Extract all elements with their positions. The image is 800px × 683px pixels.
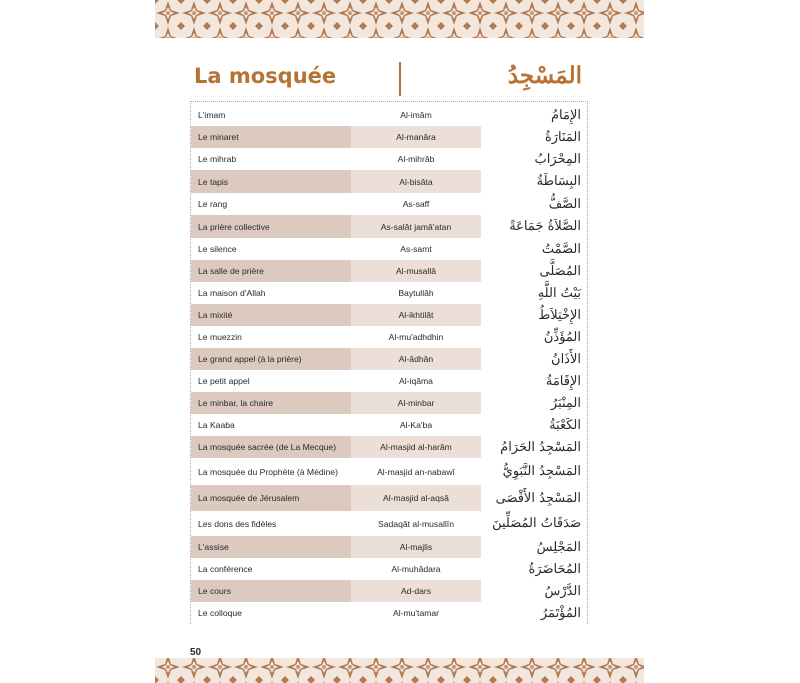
arabic-term: المِنْبَرُ <box>481 392 587 414</box>
arabic-term: المُؤَذِّنُ <box>543 329 581 345</box>
table-row <box>191 104 587 126</box>
transliteration: Al-masjid an-nabawî <box>377 466 455 477</box>
geometric-pattern-bottom <box>155 658 644 683</box>
arabic-term: المَسْجِدُ الحَرَامُ <box>481 436 587 458</box>
french-term: La maison d'Allah <box>198 288 266 298</box>
transliteration: Baytullâh <box>398 288 434 298</box>
page-title-french: La mosquée <box>194 64 337 88</box>
table-row <box>191 414 587 436</box>
arabic-term: الصَّلاَةُ جَمَاعَةً <box>481 215 587 238</box>
table-row <box>191 458 587 485</box>
table-row <box>191 238 587 260</box>
transliteration: Al-mu'tamar <box>392 608 440 618</box>
french-term: Le rang <box>198 199 228 209</box>
table-row <box>191 580 587 602</box>
transliteration: As-samt <box>400 244 432 254</box>
transliteration: Al-muhâdara <box>391 564 441 574</box>
table-row <box>191 558 587 580</box>
french-term: La conférence <box>198 564 253 574</box>
page-number: 50 <box>190 647 202 658</box>
arabic-term: صَدَقَاتُ المُصَلِّينَ <box>492 516 581 531</box>
transliteration: Al-âdhân <box>351 348 481 370</box>
arabic-term: المِحْرَابُ <box>534 151 581 167</box>
arabic-term: البِسَاطَةُ <box>481 170 587 193</box>
french-term: La Kaaba <box>198 420 235 430</box>
transliteration: Al-majlis <box>351 536 481 558</box>
transliteration: Al-bisâta <box>351 170 481 193</box>
table-row <box>191 304 587 326</box>
table-row <box>191 148 587 170</box>
transliteration: Al-manâra <box>351 126 481 148</box>
french-term: Le muezzin <box>198 332 242 342</box>
table-row <box>191 392 587 414</box>
arabic-term: الإِخْتِلاَطُ <box>481 304 587 326</box>
french-term: La mosquée du Prophète (à Médine) <box>198 466 338 477</box>
arabic-term: الصَّمْتُ <box>541 241 581 257</box>
transliteration: Al-mihrâb <box>397 154 435 164</box>
table-row <box>191 436 587 458</box>
arabic-term: الدَّرْسُ <box>481 580 587 602</box>
bottom-pattern-band <box>155 658 644 683</box>
transliteration: Al-Ka'ba <box>399 420 433 430</box>
arabic-term: المَسْجِدُ النَّبَوِيُّ <box>502 464 581 479</box>
arabic-term: المُصَلَّى <box>481 260 587 282</box>
arabic-term: الصَّفُّ <box>548 196 581 212</box>
transliteration: Ad-dars <box>351 580 481 602</box>
title-divider <box>399 62 401 96</box>
arabic-term: المَجْلِسُ <box>481 536 587 558</box>
table-row <box>191 602 587 624</box>
french-term: La mosquée sacrée (de La Mecque) <box>198 442 337 452</box>
transliteration: Al-masjid al-harâm <box>351 436 481 458</box>
french-term: Les dons des fidèles <box>198 518 277 529</box>
geometric-pattern-top <box>155 0 644 38</box>
french-term: Le minaret <box>198 132 239 142</box>
arabic-term: المَسْجِدُ الأَقْصَى <box>481 485 587 511</box>
table-row <box>191 215 587 238</box>
transliteration: Al-iqâma <box>399 376 433 386</box>
french-term: Le colloque <box>198 608 242 618</box>
transliteration: As-saff <box>402 199 430 209</box>
table-row <box>191 326 587 348</box>
french-term: Le minbar, la chaire <box>198 398 273 408</box>
table-row <box>191 260 587 282</box>
arabic-term: المَنَارَةُ <box>481 126 587 148</box>
transliteration: Sadaqât al-musallîn <box>378 518 454 529</box>
table-row <box>191 193 587 215</box>
transliteration: As-salât jamâ'atan <box>351 215 481 238</box>
arabic-term: الإِمَامُ <box>551 107 581 123</box>
table-row <box>191 485 587 511</box>
page-title-arabic: المَسْجِدُ <box>507 62 582 89</box>
table-row <box>191 511 587 536</box>
transliteration: Al-mu'adhdhin <box>388 332 444 342</box>
french-term: Le petit appel <box>198 376 250 386</box>
french-term: L'imam <box>198 110 226 120</box>
table-row <box>191 536 587 558</box>
table-row <box>191 126 587 148</box>
transliteration: Al-imâm <box>400 110 432 120</box>
french-term: La mixité <box>198 310 233 320</box>
french-term: La mosquée de Jérusalem <box>198 493 300 503</box>
arabic-term: المُؤْتَمَرُ <box>540 605 581 621</box>
arabic-term: الأَذَانُ <box>481 348 587 370</box>
french-term: L'assise <box>198 542 229 552</box>
french-term: La prière collective <box>198 221 270 232</box>
transliteration: Al-minbar <box>351 392 481 414</box>
table-row <box>191 170 587 193</box>
vocabulary-table <box>190 101 588 624</box>
french-term: Le silence <box>198 244 237 254</box>
table-row <box>191 348 587 370</box>
table-row <box>191 282 587 304</box>
arabic-term: الكَعْبَةُ <box>549 417 581 433</box>
arabic-term: بَيْتُ اللَّهِ <box>537 285 581 301</box>
transliteration: Al-musallâ <box>351 260 481 282</box>
french-term: La salle de prière <box>198 266 264 276</box>
french-term: Le mihrab <box>198 154 237 164</box>
french-term: Le tapis <box>198 176 229 187</box>
transliteration: Al-masjid al-aqsâ <box>351 485 481 511</box>
french-term: Le cours <box>198 586 231 596</box>
transliteration: Al-ikhtilât <box>351 304 481 326</box>
top-pattern-band <box>155 0 644 38</box>
arabic-term: المُحَاضَرَةُ <box>528 561 581 577</box>
table-row <box>191 370 587 392</box>
french-term: Le grand appel (à la prière) <box>198 354 302 364</box>
arabic-term: الإِقَامَةُ <box>545 373 581 389</box>
